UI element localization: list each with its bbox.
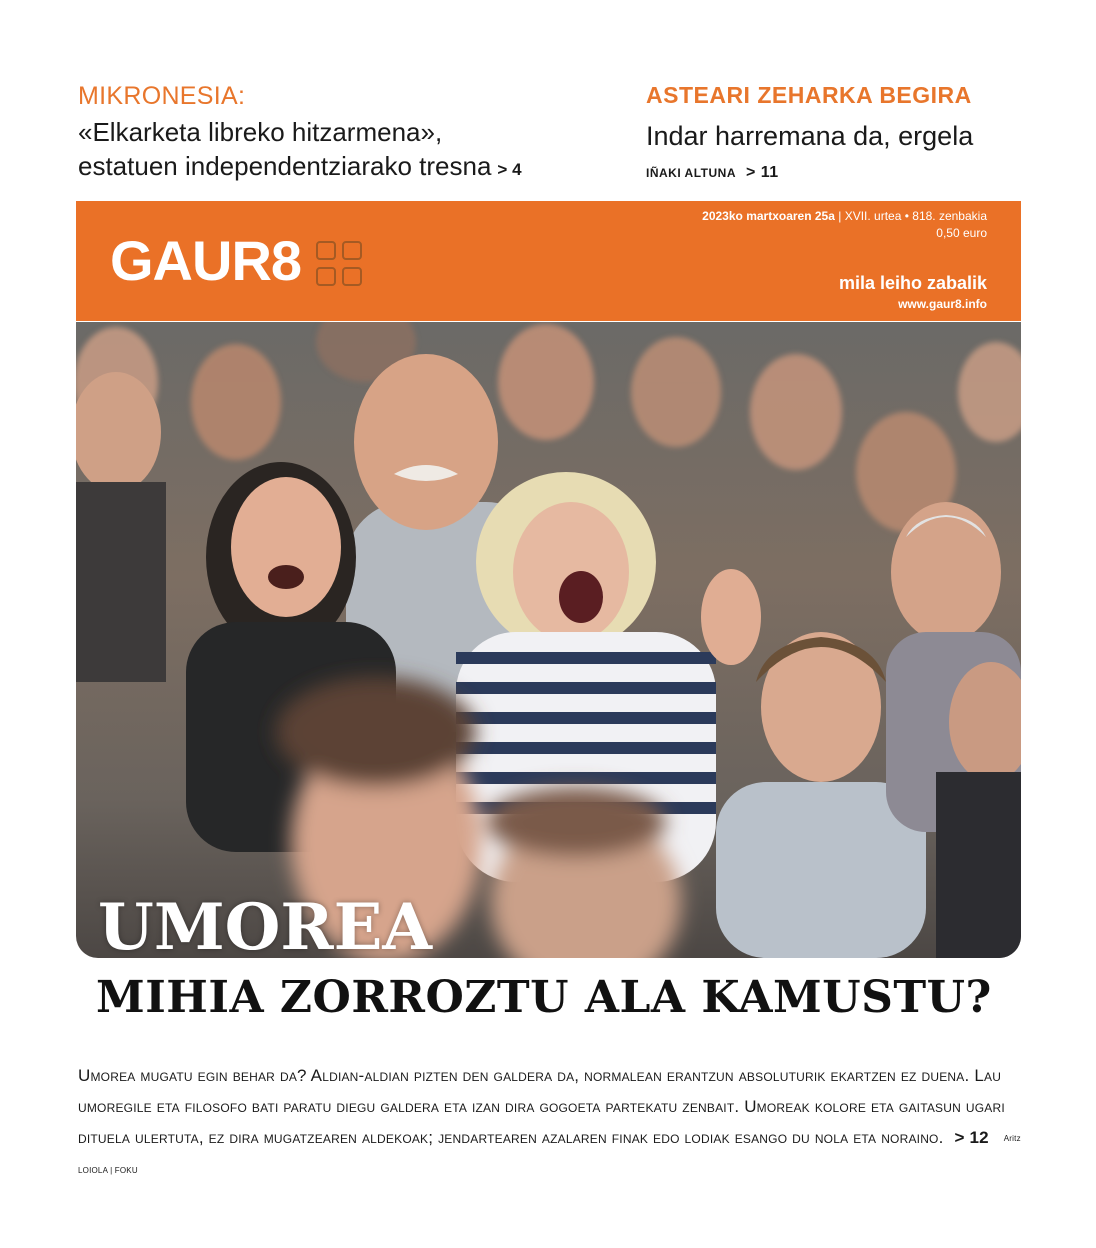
issue-info bbox=[702, 208, 987, 242]
logo-squares-icon bbox=[316, 241, 370, 291]
cover-summary bbox=[78, 1060, 1028, 1186]
summary-text: Umorea mugatu egin behar da? Aldian-aldian pizten den galdera da, normalean erantzun absoluturik ekartzen ez duena. Lau umoregile eta filosofo bati paratu diegu galdera eta izan dira gogoeta partekatu zenbait. Umoreak kolore eta gaitasun ugari dituela ulertuta, ez dira mugatzearen aldekoak; jendartearen azalaren finak edo lodiak esango du nola eta noraino. bbox=[78, 1066, 1005, 1147]
page-reference: > 11 bbox=[746, 164, 779, 181]
teaser-label: MIKRONESIA: bbox=[78, 82, 246, 110]
column-label: ASTEARI ZEHARKA BEGIRA bbox=[646, 82, 972, 108]
column-byline bbox=[646, 164, 1046, 182]
issue-volume: | XVII. urtea • 818. zenbakia bbox=[838, 209, 987, 223]
cover-title: UMOREA bbox=[98, 890, 433, 958]
masthead-banner bbox=[76, 201, 1021, 321]
teaser-mikronesia[interactable] bbox=[78, 82, 598, 187]
gaur8-logo[interactable]: GAUR8 bbox=[110, 229, 302, 292]
cover-photo bbox=[76, 322, 1021, 958]
issue-price: 0,50 euro bbox=[936, 226, 987, 240]
crowd-laughing-illustration bbox=[76, 322, 1021, 958]
website-link[interactable]: www.gaur8.info bbox=[898, 297, 987, 311]
photo-credit: Aritz LOIOLA | FOKU bbox=[78, 1134, 1021, 1176]
cover-subtitle: MIHIA ZORROZTU ALA KAMUSTU? bbox=[96, 972, 992, 1023]
teaser-headline-line1: «Elkarketa libreko hitzarmena», bbox=[78, 117, 443, 147]
tagline: mila leiho zabalik bbox=[838, 273, 987, 293]
teaser-headline bbox=[78, 115, 598, 187]
teaser-column[interactable] bbox=[646, 82, 1046, 182]
issue-date: 2023ko martxoaren 25a bbox=[702, 209, 835, 223]
page-reference: > 4 bbox=[497, 160, 522, 179]
author-name: IÑAKI ALTUNA bbox=[646, 166, 736, 180]
page-reference: > 12 bbox=[954, 1128, 989, 1147]
teaser-headline-line2: estatuen independentziarako tresna bbox=[78, 151, 492, 181]
column-headline: Indar harremana da, ergela bbox=[646, 121, 974, 151]
